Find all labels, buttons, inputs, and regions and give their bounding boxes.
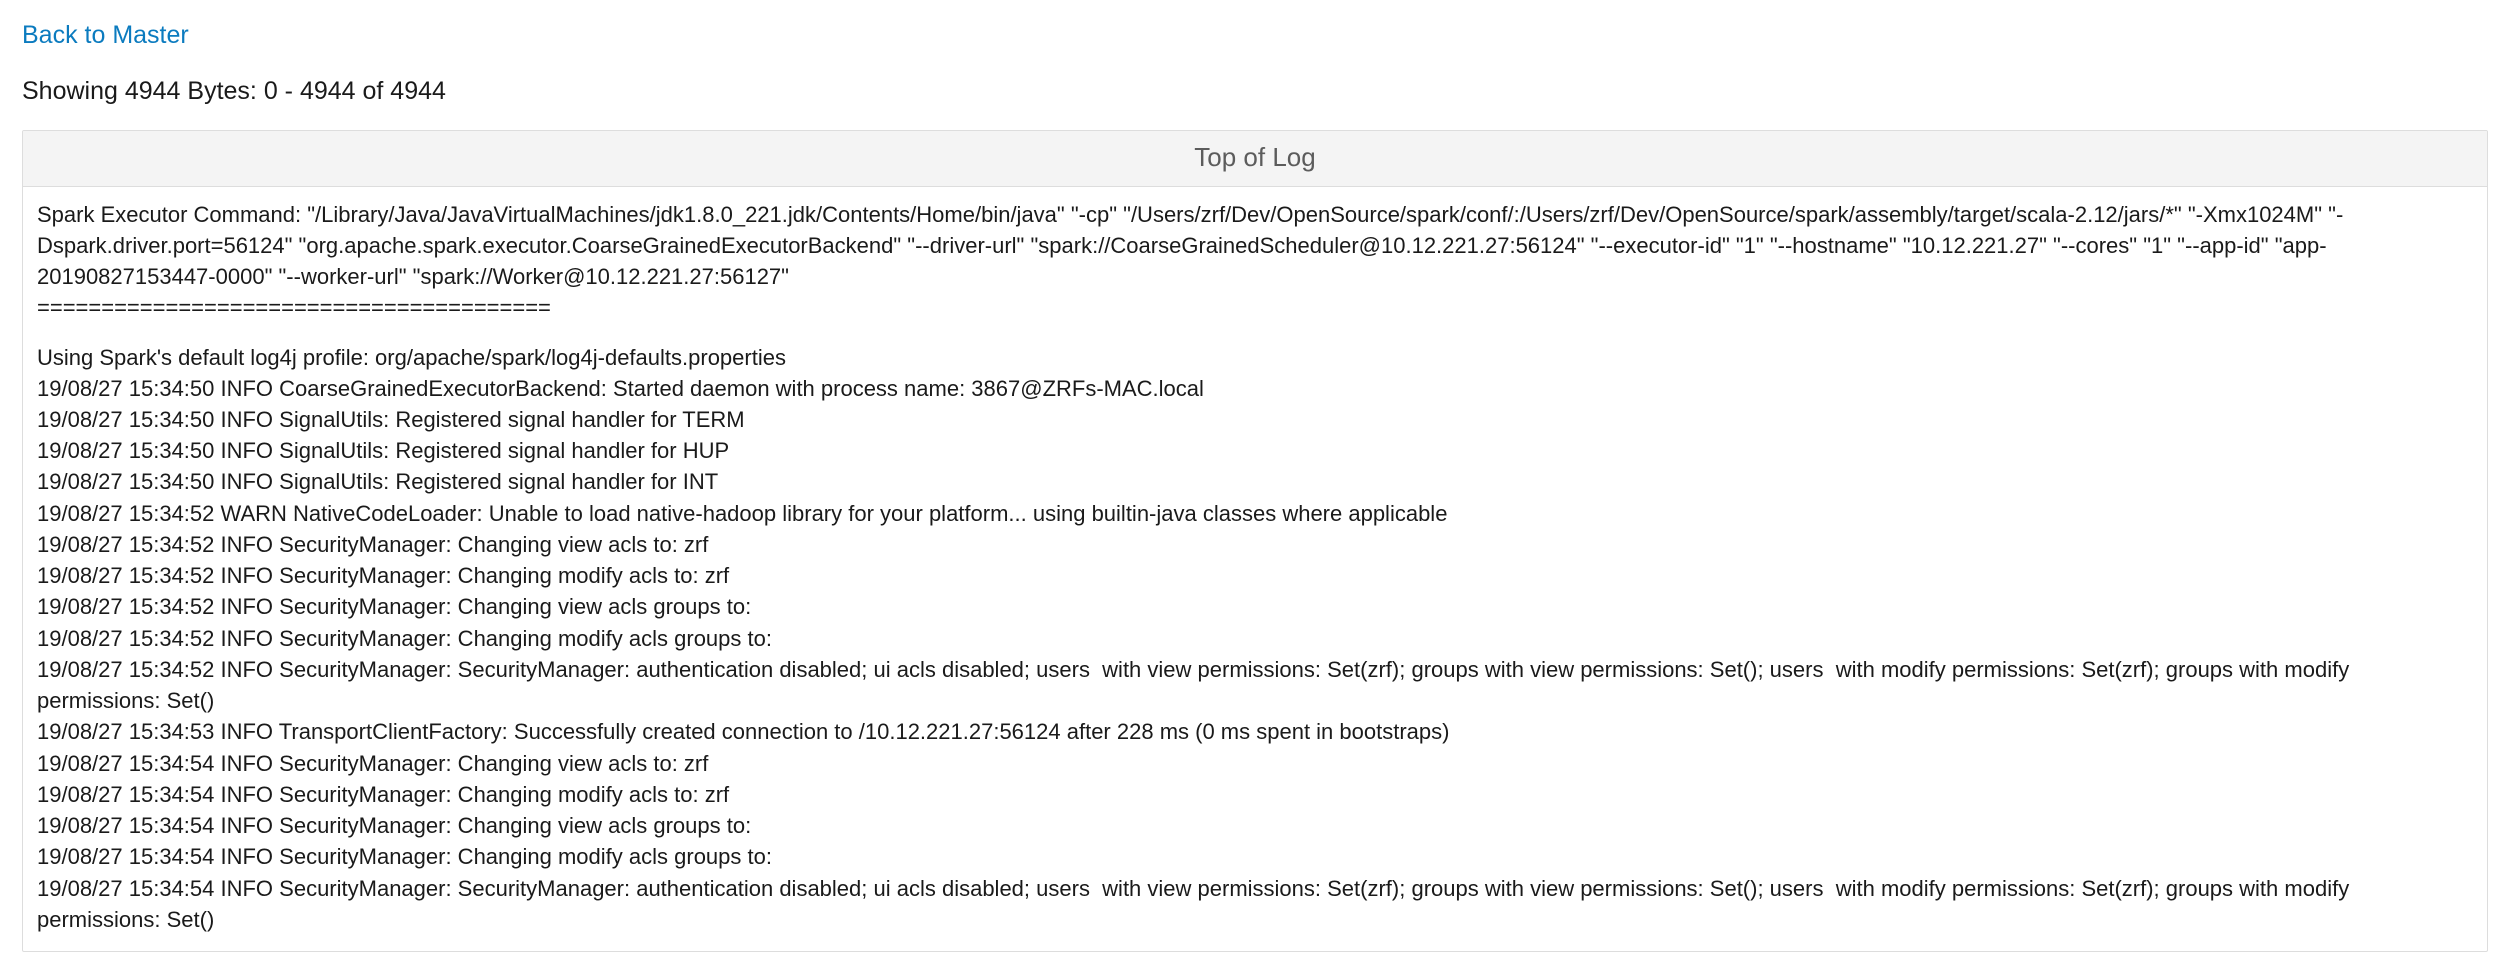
back-to-master-link[interactable]: Back to Master <box>22 21 189 49</box>
log-line: 19/08/27 15:34:52 INFO SecurityManager: Changing modify acls to: zrf <box>37 563 730 589</box>
log-line: 19/08/27 15:34:52 INFO SecurityManager: Changing modify acls groups to: <box>37 625 772 651</box>
log-line: 19/08/27 15:34:50 INFO SignalUtils: Registered signal handler for TERM <box>37 407 745 432</box>
log-line: 19/08/27 15:34:53 INFO TransportClientFactory: Successfully created connection to /10.12.221.27:56124 after 228 ms (0 ms spent in bootstraps) <box>37 719 1450 745</box>
log-line: Spark Executor Command: "/Library/Java/JavaVirtualMachines/jdk1.8.0_221.jdk/Contents/Home/bin/java" "-cp" "/Users/zrf/Dev/OpenSource/spark/conf/:/Users/zrf/Dev/OpenSource/spark/assembly/target/scala-2.12/jars/*" "-Xmx1024M" "-Dspark.driver.port=56124" "org.apache.spark.executor.CoarseGrainedExecutorBackend" "--driver-url" "spark://CoarseGrainedScheduler@10.12.221.27:56124" "--executor-id" "1" "--hostname" "10.12.221.27" "--cores" "1" "--app-id" "app-20190827153447-0000" "--worker-url" "spark://Worker@10.12.221.27:56127" <box>37 201 2344 290</box>
log-line: Using Spark's default log4j profile: org/apache/spark/log4j-defaults.properties <box>37 344 786 370</box>
log-line <box>37 324 2473 342</box>
log-line: 19/08/27 15:34:54 INFO SecurityManager: Changing view acls to: zrf <box>37 750 709 776</box>
log-line: 19/08/27 15:34:52 WARN NativeCodeLoader: Unable to load native-hadoop library for your platform... using builtin-java classes where applicable <box>37 500 1448 526</box>
log-content[interactable] <box>23 187 2487 951</box>
log-panel-header: Top of Log <box>23 131 2487 187</box>
showing-bytes-status: Showing 4944 Bytes: 0 - 4944 of 4944 <box>22 77 446 105</box>
log-line: 19/08/27 15:34:54 INFO SecurityManager: Changing modify acls to: zrf <box>37 781 730 807</box>
log-line: 19/08/27 15:34:54 INFO SecurityManager: Changing modify acls groups to: <box>37 844 772 870</box>
log-panel <box>22 130 2488 952</box>
log-line: 19/08/27 15:34:54 INFO SecurityManager: Changing view acls groups to: <box>37 813 752 839</box>
log-line: 19/08/27 15:34:52 INFO SecurityManager: Changing view acls to: zrf <box>37 531 709 557</box>
log-line: ======================================== <box>37 295 551 321</box>
log-line: 19/08/27 15:34:52 INFO SecurityManager: Changing view acls groups to: <box>37 594 752 620</box>
log-line: 19/08/27 15:34:54 INFO SecurityManager: SecurityManager: authentication disabled; ui acls disabled; users with view permissions: Set(zrf); groups with view permissions: Set(); users with modify permissions: Set(zrf); groups with modify permissions: Set() <box>37 875 2356 932</box>
log-line: 19/08/27 15:34:50 INFO SignalUtils: Registered signal handler for HUP <box>37 438 730 464</box>
log-line: 19/08/27 15:34:52 INFO SecurityManager: SecurityManager: authentication disabled; ui acls disabled; users with view permissions: Set(zrf); groups with view permissions: Set(); users with modify permissions: Set(zrf); groups with modify permissions: Set() <box>37 656 2356 714</box>
log-line: 19/08/27 15:34:50 INFO SignalUtils: Registered signal handler for INT <box>37 469 719 495</box>
log-line: 19/08/27 15:34:50 INFO CoarseGrainedExecutorBackend: Started daemon with process name: 3867@ZRFs-MAC.local <box>37 375 1204 401</box>
